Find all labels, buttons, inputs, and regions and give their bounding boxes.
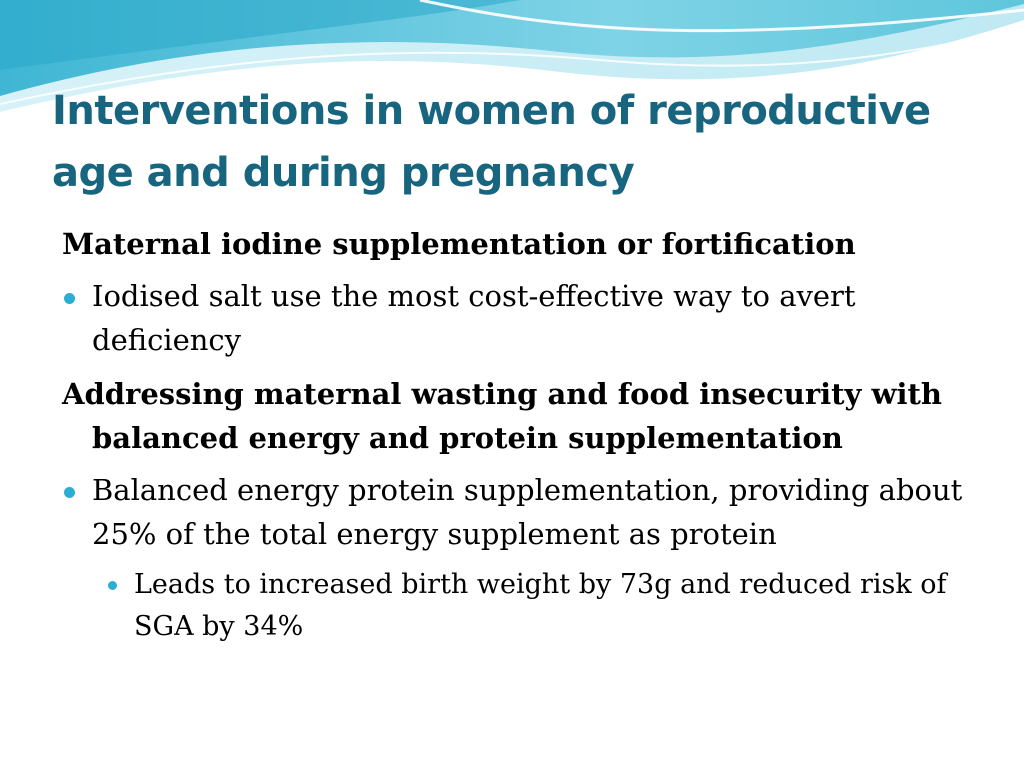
sub-bullet-dot-icon (108, 581, 117, 590)
slide-title: Interventions in women of reproductive age and during pregnancy (52, 88, 931, 196)
section-heading-wasting: Addressing maternal wasting and food insecurity with balanced energy and protein supplementation (62, 377, 942, 455)
bullet-item (62, 274, 982, 362)
bullet-text: Balanced energy protein supplementation, providing about 25% of the total energy supplement as protein (92, 473, 963, 551)
bullet-dot-icon (64, 293, 75, 304)
bullet-item (62, 468, 982, 556)
sub-bullet-item (62, 564, 982, 648)
sub-bullet-text: Leads to increased birth weight by 73g and reduced risk of SGA by 34% (134, 569, 947, 642)
bullet-dot-icon (64, 487, 75, 498)
bullet-text: Iodised salt use the most cost-effective way to avert deficiency (92, 279, 856, 357)
slide-body (62, 222, 982, 648)
section-heading-iodine: Maternal iodine supplementation or fortification (62, 227, 856, 261)
